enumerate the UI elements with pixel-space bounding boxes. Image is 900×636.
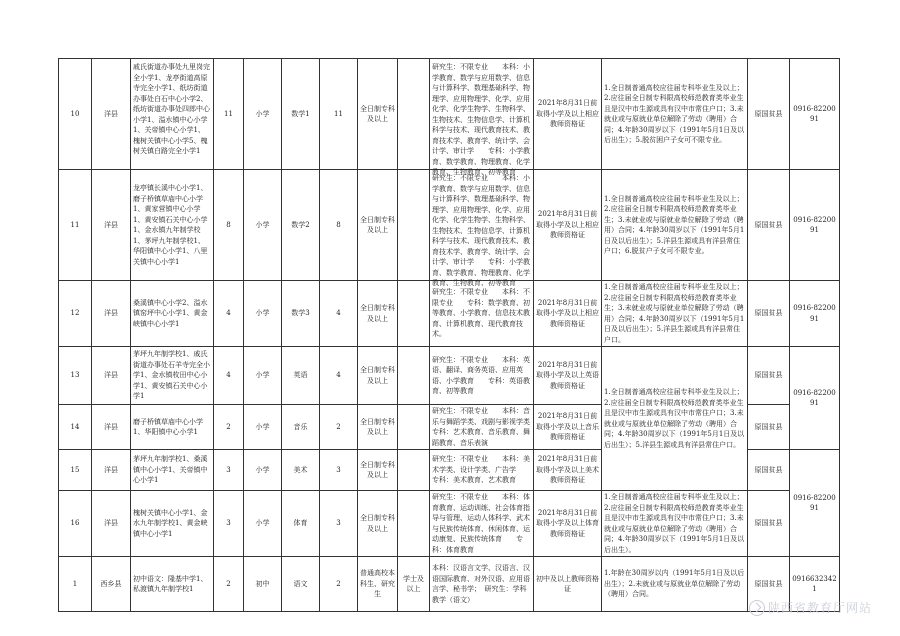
cell-schools: 槐树关镇中心小学1、金水九年制学校1、黄金峡镇中心小学1 <box>131 491 214 557</box>
cell-subject: 美术 <box>282 450 320 491</box>
cell-phone: 09166323421 <box>790 557 840 612</box>
cell-stage: 小学 <box>244 170 282 281</box>
cell-degree <box>398 281 430 347</box>
cell-note: 原国贫县 <box>748 557 790 612</box>
cell-other: 1.全日制普通高校应往届专科毕业生及以上；2.应往届全日制专科限高校师范教育类毕业生且是汉中市生源或具有汉中市常住户口；3.未就业或与原就业单位解除了劳动（聘用）合同；4.年龄30周岁以下（1991年5月1日及以后出生）；5.脱贫困户子女可不限专业。 <box>602 59 748 170</box>
cell-subject: 数学3 <box>282 281 320 347</box>
cell-major: 研究生：不限专业 本科：小学教育、数学与应用数学、信息与计算科学、数理基础科学、物理学、应用物理学、化学、应用化学、化学生物学、生物科学、生物技术、生物信息学、计算机科学与技术、现代教育技术、教育技术学、教育学、统计学、会计学、审计学 专科：小学教育、数学教育、物理教育、化学教育、生物教育、初等教育 <box>430 59 534 170</box>
cell-education: 全日制专科及以上 <box>358 347 398 405</box>
recruitment-table <box>58 58 840 612</box>
cell-county: 洋县 <box>92 347 131 405</box>
table-row <box>59 491 840 557</box>
cell-no: 10 <box>59 59 92 170</box>
cell-no: 1 <box>59 557 92 612</box>
cell-county: 洋县 <box>92 405 131 450</box>
cell-schools: 茅坪九年制学校1、戚氏街道办事处石羊寺完全小学1、金水镇枚田中心小学1、黄安镇石关中心小学1 <box>131 347 214 405</box>
cell-count2: 8 <box>320 170 358 281</box>
cell-cert: 2021年8月31日前取得小学及以上体育教师资格证 <box>534 491 602 557</box>
cell-cert: 2021年8月31日前取得小学及以上音乐教师资格证 <box>534 405 602 450</box>
cell-cert: 2021年8月31日前取得小学及以上相应教师资格证 <box>534 170 602 281</box>
cell-note: 原国贫县 <box>748 170 790 281</box>
table-row <box>59 281 840 347</box>
cell-subject: 英语 <box>282 347 320 405</box>
cell-cert: 2021年8月31日前取得小学及以上英语教师资格证 <box>534 347 602 405</box>
cell-schools: 茅坪九年制学校1、桑溪镇中心小学1、关帝镇中心小学1 <box>131 450 214 491</box>
cell-count: 2 <box>214 405 244 450</box>
cell-degree <box>398 405 430 450</box>
cell-note: 原国贫县 <box>748 281 790 347</box>
cell-other: 1.全日制普通高校应往届专科毕业生及以上；2.应往届全日制专科限高校师范教育类毕业生且是汉中市生源或具有汉中市常住户口；3.未就业或与原就业单位解除了劳动（聘用）合同；4.年龄30周岁以下（1991年5月1日及以后出生）。 <box>602 491 748 557</box>
cell-subject: 语文 <box>282 557 320 612</box>
cell-count2: 4 <box>320 347 358 405</box>
cell-schools: 初中语文：隆基中学1、私渡镇九年制学校1 <box>131 557 214 612</box>
cell-major: 研究生：不限专业 本科：体育教育、运动训练、社会体育指导与管理、运动人体科学、武术与民族传统体育、休闲体育、运动康复、民族传统体育 专科：体育教育 <box>430 491 534 557</box>
cell-county: 洋县 <box>92 170 131 281</box>
cell-note: 原国贫县 <box>748 450 790 491</box>
cell-no: 14 <box>59 405 92 450</box>
cell-county: 西乡县 <box>92 557 131 612</box>
cell-subject: 数学1 <box>282 59 320 170</box>
cell-cert: 2021年8月31日前取得小学及以上相应教师资格证 <box>534 59 602 170</box>
cell-other: 1.全日制普通高校应往届专科毕业生及以上；2.应往届全日制专科限高校师范教育类毕业生；3.未就业或与原就业单位解除了劳动（聘用）合同；4.年龄30周岁以下（1991年5月1日及以后出生）；5.洋县生源或具有洋县常住户口。 <box>602 281 748 347</box>
cell-major: 研究生：不限专业 本科：美术学类、设计学类、广告学 专科：美术教育、艺术教育 <box>430 450 534 491</box>
cell-stage: 小学 <box>244 405 282 450</box>
cell-phone-merged: 0916-8220091 <box>790 347 840 450</box>
cell-education: 全日制专科及以上 <box>358 281 398 347</box>
cell-count2: 2 <box>320 557 358 612</box>
cell-note: 原国贫县 <box>748 347 790 405</box>
cell-stage: 小学 <box>244 59 282 170</box>
cell-no: 12 <box>59 281 92 347</box>
cell-no: 11 <box>59 170 92 281</box>
cell-cert: 2021年8月31日前取得小学及以上相应教师资格证 <box>534 281 602 347</box>
cell-degree <box>398 170 430 281</box>
cell-stage: 小学 <box>244 347 282 405</box>
cell-county: 洋县 <box>92 491 131 557</box>
cell-other-merged: 1.全日制普通高校应往届专科毕业生及以上；2.应往届全日制专科限高校师范教育类毕业生且是汉中市生源或具有汉中市常住户口；3.未就业或与原就业单位解除了劳动（聘用）合同；4.年龄30周岁以下（1991年5月1日及以后出生）；5.洋县生源或具有洋县常住户口。 <box>602 347 748 491</box>
cell-count2: 3 <box>320 450 358 491</box>
cell-note: 原国贫县 <box>748 405 790 450</box>
table-row <box>59 170 840 281</box>
cell-subject: 音乐 <box>282 405 320 450</box>
cell-count2: 11 <box>320 59 358 170</box>
cell-schools: 龙亭镇长溪中心小学1、磨子桥镇草庙中心小学1、黄家营镇中心小学1、黄安镇石关中心小学1、金水镇九年制学校1、茅坪九年制学校1、华阳镇中心小学1、八里关镇中心小学1 <box>131 170 214 281</box>
cell-count2: 2 <box>320 405 358 450</box>
cell-other: 1.全日制普通高校应往届专科毕业生及以上；2.应往届全日制专科限高校师范教育类毕业生；3.未就业或与原就业单位解除了劳动（聘用）合同；4.年龄30周岁以下（1991年5月1日及以后出生）；5.洋县生源或具有洋县常住户口；6.脱贫户子女可不限专业。 <box>602 170 748 281</box>
site-watermark <box>749 599 872 617</box>
cell-degree <box>398 450 430 491</box>
cell-phone: 0916-8220091 <box>790 281 840 347</box>
cell-no: 13 <box>59 347 92 405</box>
table-row <box>59 557 840 612</box>
cell-no: 15 <box>59 450 92 491</box>
cell-count2: 4 <box>320 281 358 347</box>
cell-education: 全日制专科及以上 <box>358 405 398 450</box>
cell-note: 原国贫县 <box>748 59 790 170</box>
cell-phone: 0916-8220091 <box>790 59 840 170</box>
cell-subject: 体育 <box>282 491 320 557</box>
watermark-text: 陕西省教育厅网站 <box>767 600 872 615</box>
cell-schools: 桑溪镇中心小学2、溢水镇窑坪中心小学1、黄金峡镇中心小学1 <box>131 281 214 347</box>
cell-stage: 小学 <box>244 450 282 491</box>
cell-note: 原国贫县 <box>748 491 790 557</box>
cell-major: 研究生：不限专业 本科：音乐与舞蹈学类、戏剧与影视学类 专科：艺术教育、音乐教育、舞蹈教育、音乐表演 <box>430 405 534 450</box>
cell-schools: 磨子桥镇草庙中心小学1、华阳镇中心小学1 <box>131 405 214 450</box>
cell-count: 2 <box>214 557 244 612</box>
table-row <box>59 59 840 170</box>
watermark-logo-icon <box>749 600 765 616</box>
cell-count: 4 <box>214 281 244 347</box>
cell-major: 研究生：不限专业 本科：小学教育、数学与应用数学、信息与计算科学、数理基础科学、物理学、应用物理学、化学、应用化学、化学生物学、生物科学、生物技术、生物信息学、计算机科学与技术、现代教育技术、教育技术学、教育学、统计学、会计学、审计学 专科：小学教育、数学教育、物理教育、化学教育、生物教育、初等教育 <box>430 170 534 281</box>
cell-count2: 3 <box>320 491 358 557</box>
cell-major: 研究生：不限专业 本科：不限专业 专科：数学教育、初等教育、小学教育、信息技术教育、计算机教育、现代教育技术。 <box>430 281 534 347</box>
table-row <box>59 347 840 405</box>
cell-education: 全日制专科及以上 <box>358 491 398 557</box>
cell-subject: 数学2 <box>282 170 320 281</box>
cell-education: 普通高校本科生、研究生 <box>358 557 398 612</box>
cell-degree <box>398 59 430 170</box>
cell-no: 16 <box>59 491 92 557</box>
cell-count: 8 <box>214 170 244 281</box>
cell-stage: 初中 <box>244 557 282 612</box>
cell-degree <box>398 347 430 405</box>
cell-count: 11 <box>214 59 244 170</box>
cell-education: 全日制专科及以上 <box>358 170 398 281</box>
cell-count: 3 <box>214 450 244 491</box>
cell-count: 3 <box>214 491 244 557</box>
cell-other: 1.年龄在30周岁以内（1991年5月1日及以后出生）；2.未就业或与原就业单位解除了劳动（聘用）合同。 <box>602 557 748 612</box>
cell-education: 全日制专科及以上 <box>358 450 398 491</box>
cell-schools: 戚氏街道办事处九里岗完全小学1、龙亭街道高原寺完全小学1、纸坊街道办事处白石中心小学2、纸坊街道办事处四郎中心小学1、溢水镇中心小学1、关帝镇中心小学1、槐树关镇中心小学5、槐树关镇白路完全小学1 <box>131 59 214 170</box>
cell-stage: 小学 <box>244 491 282 557</box>
cell-phone-merged: 0916-8220091 <box>790 450 840 557</box>
cell-county: 洋县 <box>92 281 131 347</box>
cell-cert: 初中及以上教师资格证 <box>534 557 602 612</box>
cell-major: 研究生：不限专业 本科：英语、翻译、商务英语、应用英语、小学教育 专科：英语教育、初等教育 <box>430 347 534 405</box>
cell-major: 本科：汉语言文学、汉语言、汉语国际教育、对外汉语、应用语言学、秘书学； 研究生：学科教学（语文） <box>430 557 534 612</box>
cell-education: 全日制专科及以上 <box>358 59 398 170</box>
cell-cert: 2021年8月31日前取得小学及以上美术教师资格证 <box>534 450 602 491</box>
cell-degree: 学士及以上 <box>398 557 430 612</box>
cell-phone: 0916-8220091 <box>790 170 840 281</box>
cell-county: 洋县 <box>92 450 131 491</box>
cell-county: 洋县 <box>92 59 131 170</box>
cell-degree <box>398 491 430 557</box>
cell-count: 4 <box>214 347 244 405</box>
cell-stage: 小学 <box>244 281 282 347</box>
